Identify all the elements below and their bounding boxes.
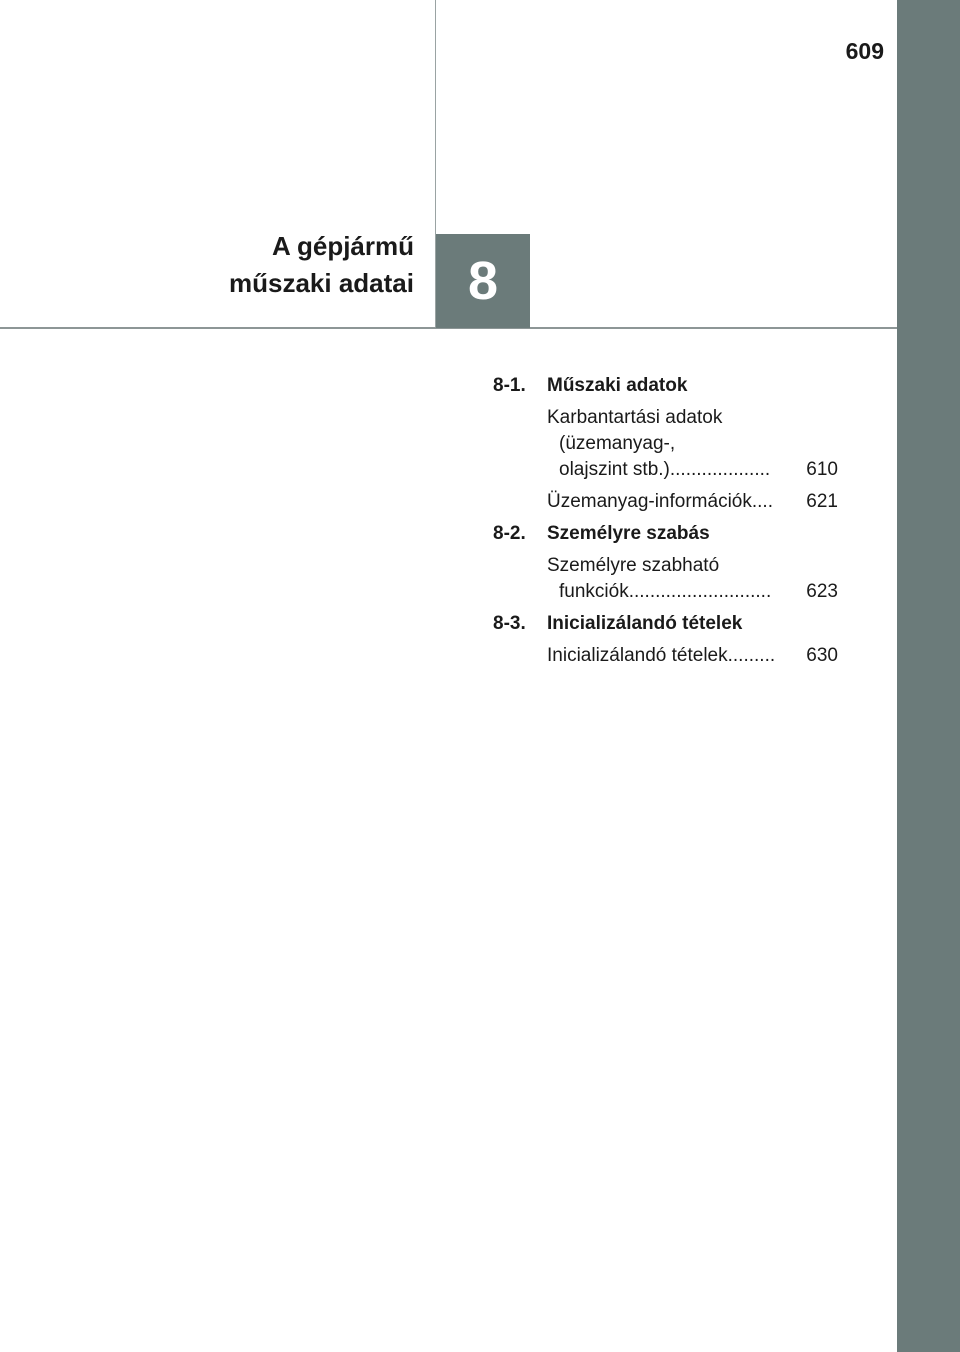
- chapter-number-box: [436, 234, 530, 328]
- entry-page: 610: [806, 459, 838, 480]
- page-number: 609: [845, 38, 884, 64]
- section-number: 8-3.: [493, 613, 526, 634]
- chapter-title-line-1: A gépjármű: [271, 231, 414, 261]
- entry-line: Személyre szabható: [547, 555, 720, 576]
- section-title: Inicializálandó tételek: [547, 613, 743, 634]
- entry-line: olajszint stb.): [559, 459, 670, 480]
- entry-line: Üzemanyag-információk: [547, 491, 752, 512]
- toc-entry[interactable]: [547, 405, 838, 483]
- leader-dots: ...................: [669, 459, 771, 480]
- entry-line: (üzemanyag-,: [559, 433, 676, 454]
- entry-page: 623: [806, 581, 838, 602]
- chapter-title-line-2: műszaki adatai: [229, 268, 414, 298]
- section-title: Műszaki adatok: [547, 375, 688, 396]
- table-of-contents: [493, 373, 838, 675]
- section-number: 8-2.: [493, 523, 526, 544]
- toc-section-8-2[interactable]: [493, 521, 838, 547]
- toc-entry[interactable]: [547, 489, 838, 515]
- toc-entry[interactable]: [547, 553, 838, 605]
- entry-page: 621: [806, 491, 838, 512]
- toc-section-8-1[interactable]: [493, 373, 838, 399]
- leader-dots: .........: [727, 645, 776, 666]
- chapter-number: 8: [467, 251, 499, 311]
- entry-line: Karbantartási adatok: [547, 407, 723, 428]
- entry-line: funkciók: [559, 581, 629, 602]
- toc-entry[interactable]: [547, 643, 838, 669]
- chapter-side-tab: [897, 0, 960, 1352]
- section-number: 8-1.: [493, 375, 526, 396]
- entry-line: Inicializálandó tételek: [547, 645, 728, 666]
- section-title: Személyre szabás: [547, 523, 710, 544]
- leader-dots: ....: [751, 491, 773, 512]
- entry-page: 630: [806, 645, 838, 666]
- chapter-title: [229, 228, 414, 302]
- toc-section-8-3[interactable]: [493, 611, 838, 637]
- leader-dots: ...........................: [628, 581, 772, 602]
